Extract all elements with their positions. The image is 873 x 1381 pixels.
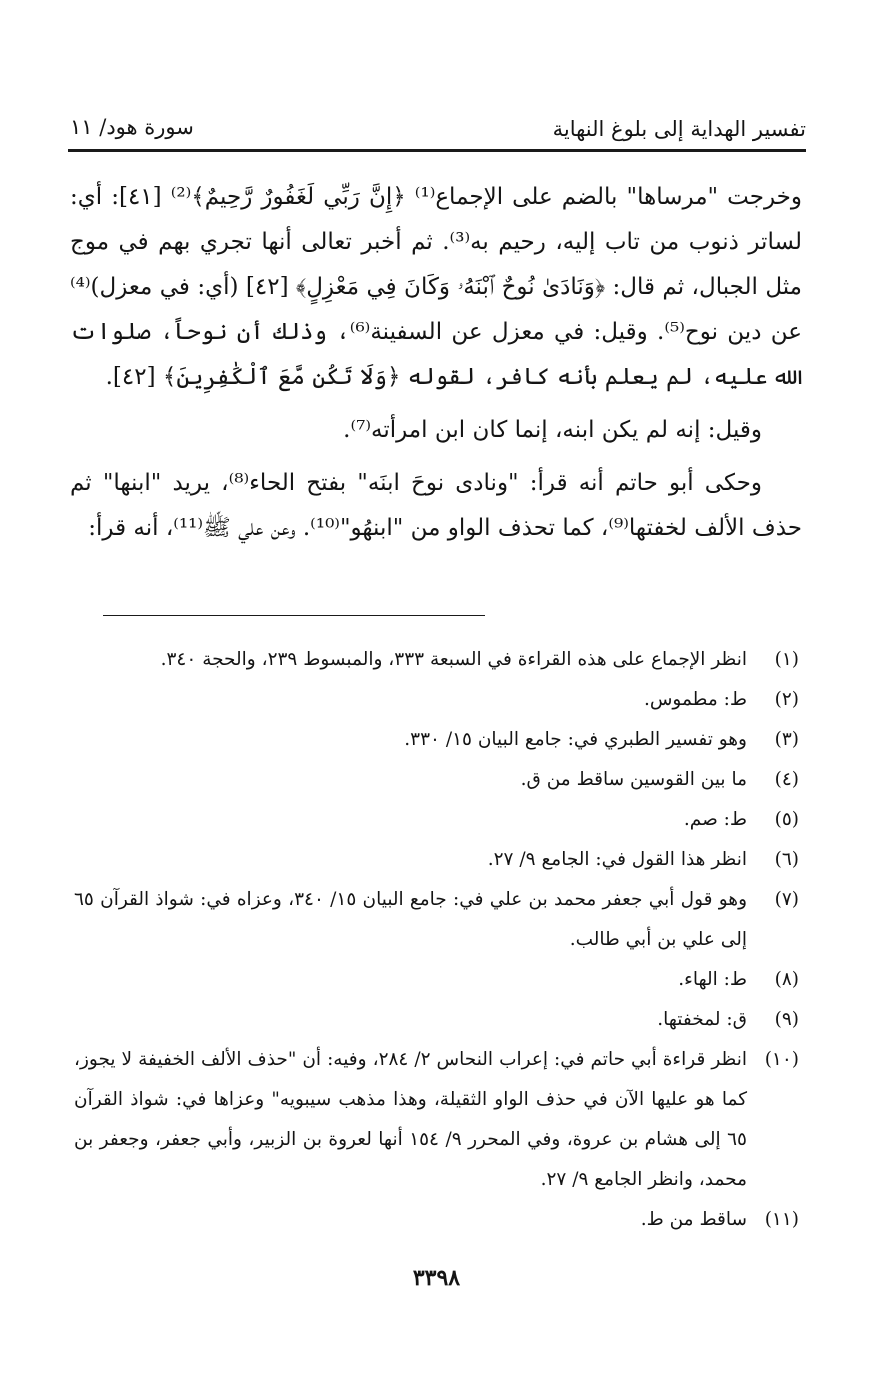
footnote-text: انظر الإجماع على هذه القراءة في السبعة ٣٣٣، والمبسوط ٢٣٩، والحجة ٣٤٠.: [160, 649, 747, 670]
header-rule: [68, 149, 806, 152]
footnote-number: (١): [774, 649, 799, 670]
paragraph: وخرجت "مرساها" بالضم على الإجماع⁽¹⁾ ﴿إِنَّ رَبِّي لَغَفُورٌ رَّحِيمٌ﴾⁽²⁾ [٤١]: أي: لساتر ذنوب من تاب إليه، رحيم به⁽³⁾. ثم أخبر تعالى أنها تجري بهم في موج مثل الجبال، ثم قال: ﴿وَنَادَىٰ نُوحٌ ٱبْنَهُۥ وَكَانَ فِي مَعْزِلٍ﴾ [٤٢] (أي: في معزل)⁽⁴⁾ عن دين نوح⁽⁵⁾. وقيل: في معزل عن السفينة⁽⁶⁾، وذلك أن نوحاً، صلوات الله عليه، لم يعلم بأنه كافر، لقوله ﴿وَلَا تَكُن مَّعَ ٱلْكَٰفِرِينَ﴾ [٤٢].: [70, 184, 803, 390]
paragraph: وحكى أبو حاتم أنه قرأ: "ونادى نوحَ ابنَه" بفتح الحاء⁽⁸⁾، يريد "ابنها" ثم حذف الألف لخفتها⁽⁹⁾، كما تحذف الواو من "ابنهُو"⁽¹⁰⁾. وعن علي ﷺ⁽¹¹⁾، أنه قرأ:: [70, 470, 802, 541]
footnote-number: (٢): [774, 689, 799, 710]
footnote: [74, 760, 799, 800]
footnote-number: (٣): [774, 729, 799, 750]
footnotes: [74, 640, 799, 1240]
footnote-text: وهو تفسير الطبري في: جامع البيان ١٥/ ٣٣٠.: [404, 729, 747, 750]
footnote: [74, 640, 799, 680]
footnote-text: انظر قراءة أبي حاتم في: إعراب النحاس ٢/ ٢٨٤، وفيه: أن "حذف الألف الخفيفة لا يجوز، كما هو عليها الآن في حذف الواو الثقيلة، وهذا مذهب سيبويه" وعزاها في: شواذ القرآن ٦٥ إلى هشام بن عروة، وفي المحرر ٩/ ١٥٤ أنها لعروة بن الزبير، وأبي جعفر، وجعفر بن محمد، وانظر الجامع ٩/ ٢٧.: [74, 1049, 747, 1190]
footnote-number: (٧): [774, 889, 799, 910]
paragraph: وقيل: إنه لم يكن ابنه، إنما كان ابن امرأته⁽⁷⁾.: [343, 417, 762, 443]
footnote-separator: [103, 615, 485, 616]
footnote-number: (٤): [774, 769, 799, 790]
running-header-surah: سورة هود/ ١١: [70, 115, 194, 139]
footnote: [74, 800, 799, 840]
footnote-text: ساقط من ط.: [640, 1209, 747, 1230]
running-header-book-title: تفسير الهداية إلى بلوغ النهاية: [552, 117, 806, 141]
footnote: [74, 840, 799, 880]
footnote-text: وهو قول أبي جعفر محمد بن علي في: جامع البيان ١٥/ ٣٤٠، وعزاه في: شواذ القرآن ٦٥ إلى علي بن أبي طالب.: [74, 889, 747, 950]
footnote: [74, 960, 799, 1000]
footnote: [74, 1200, 799, 1240]
footnote-text: انظر هذا القول في: الجامع ٩/ ٢٧.: [487, 849, 747, 870]
footnote-number: (٨): [774, 969, 799, 990]
footnote-number: (٦): [774, 849, 799, 870]
footnote: [74, 1040, 799, 1200]
page-number: ٣٣٩٨: [412, 1265, 461, 1291]
footnote: [74, 720, 799, 760]
footnote-text: ط: صم.: [683, 809, 747, 830]
footnote-text: ط: الهاء.: [678, 969, 747, 990]
footnote-text: ط: مطموس.: [643, 689, 747, 710]
footnote: [74, 680, 799, 720]
footnote-number: (٩): [774, 1009, 799, 1030]
footnote-number: (١١): [764, 1209, 799, 1230]
footnote-text: ق: لمخفتها.: [657, 1009, 747, 1030]
footnote-text: ما بين القوسين ساقط من ق.: [520, 769, 747, 790]
main-text: [70, 175, 802, 551]
footnote: [74, 1000, 799, 1040]
footnote-number: (٥): [774, 809, 799, 830]
footnote-number: (١٠): [764, 1049, 799, 1070]
footnote: [74, 880, 799, 960]
